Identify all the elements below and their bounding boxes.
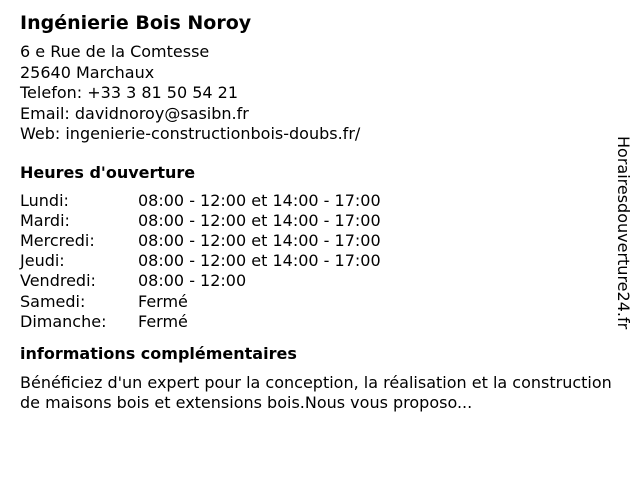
business-card [20, 10, 612, 414]
day-hours: Fermé [138, 291, 188, 311]
day-label: Mardi: [20, 210, 70, 230]
opening-hours-table [20, 191, 600, 332]
email-address: Email: davidnoroy@sasibn.fr [20, 103, 249, 123]
hours-row [20, 211, 600, 231]
day-label: Jeudi: [20, 251, 65, 271]
day-label: Vendredi: [20, 271, 96, 291]
day-hours: Fermé [138, 311, 188, 331]
opening-hours-heading: Heures d'ouverture [20, 162, 196, 182]
address-street: 6 e Rue de la Comtesse [20, 42, 210, 61]
hours-row [20, 292, 600, 312]
site-watermark: Horairesdouverture24.fr [614, 136, 633, 330]
day-hours: 08:00 - 12:00 et 14:00 - 17:00 [138, 230, 381, 250]
day-label: Lundi: [20, 190, 69, 210]
day-hours: 08:00 - 12:00 [138, 271, 247, 291]
day-hours: 08:00 - 12:00 et 14:00 - 17:00 [138, 251, 381, 271]
website-link[interactable]: Web: ingenierie-constructionbois-doubs.fr/ [20, 124, 361, 143]
phone-number: Telefon: +33 3 81 50 54 21 [20, 83, 239, 102]
hours-row [20, 271, 600, 291]
additional-info-text: Bénéficiez d'un expert pour la conception, la réalisation et la construction de maisons bois et extensions bois.Nous vous proposo... [20, 372, 612, 413]
hours-row [20, 251, 600, 271]
day-label: Dimanche: [20, 311, 107, 331]
day-label: Mercredi: [20, 230, 95, 250]
hours-row [20, 231, 600, 251]
day-hours: 08:00 - 12:00 et 14:00 - 17:00 [138, 210, 381, 230]
hours-row [20, 191, 600, 211]
business-name: Ingénierie Bois Noroy [20, 12, 252, 34]
additional-info-heading: informations complémentaires [20, 343, 297, 363]
day-label: Samedi: [20, 291, 86, 311]
address-city: 25640 Marchaux [20, 62, 155, 82]
day-hours: 08:00 - 12:00 et 14:00 - 17:00 [138, 190, 381, 210]
hours-row [20, 312, 600, 332]
